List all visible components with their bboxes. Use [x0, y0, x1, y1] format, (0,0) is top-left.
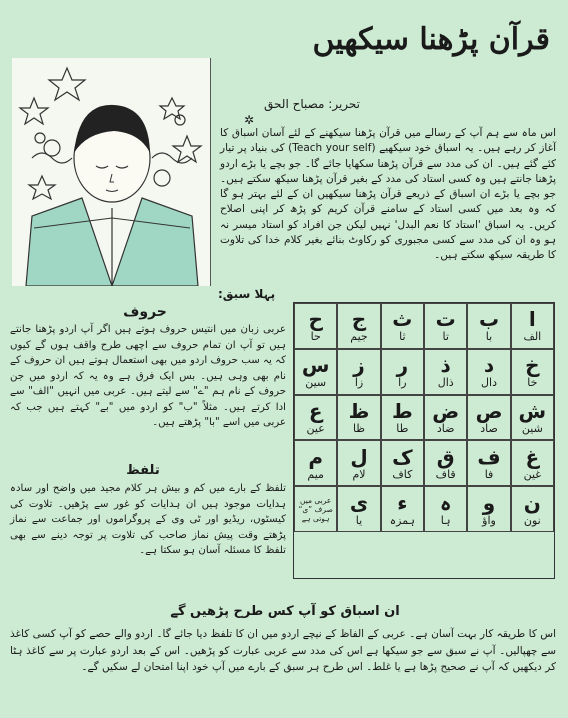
letter-name: غین [523, 467, 542, 481]
alphabet-note-cell [294, 486, 337, 532]
letter-name: ہا [440, 513, 451, 527]
alphabet-cell [467, 440, 510, 486]
talaffuz-paragraph: تلفظ کے بارے میں کم و بیش ہر کلام مجید میں واضح اور سادہ ہدایات موجود ہیں ان ہدایات کو غور سے پڑھیں۔ تلاوت کی کیسٹوں، ریڈیو اور ٹی وی کے پروگراموں اور جماعت سے نماز پڑھتے وقت پیش نماز صاحب کی تلاوت پر توجہ دینے سے بھی تلفظ کا مسئلہ آسان ہو سکتا ہے۔ [10, 483, 286, 556]
letter-name: تا [442, 330, 449, 344]
letter-glyph: ء [397, 490, 408, 515]
letter-glyph: ت [435, 307, 456, 332]
letter-name: سین [305, 376, 327, 390]
letter-name: نون [523, 513, 541, 527]
alphabet-cell [337, 303, 380, 349]
letter-glyph: ک [392, 444, 413, 469]
letter-glyph: ب [478, 307, 500, 332]
alphabet-table [293, 302, 555, 579]
alphabet-cell [381, 440, 424, 486]
letter-glyph: و [482, 490, 496, 515]
letter-glyph: ذ [440, 353, 451, 378]
letter-glyph: غ [525, 444, 540, 469]
section-heading: ان اسباق کو آپ کس طرح پڑھیں گے [170, 604, 400, 619]
letter-name: حا [310, 330, 321, 344]
hroof-heading: حروف [123, 304, 167, 320]
alphabet-cell [337, 395, 380, 441]
letter-glyph: ع [308, 399, 323, 424]
alphabet-cell [337, 486, 380, 532]
alphabet-note: عربی میں صرف ”ی“ ہوتی ہے [298, 495, 333, 523]
letter-name: ذال [437, 376, 454, 390]
illustration-drawing [12, 58, 210, 286]
talaffuz-heading: تلفظ [126, 463, 160, 478]
letter-name: را [398, 376, 407, 390]
letter-name: خا [527, 376, 538, 390]
letter-name: شین [521, 422, 543, 436]
letter-glyph: ظ [348, 399, 370, 424]
letter-name: طا [396, 422, 409, 436]
author-byline: تحریر: مصباح الحق [264, 97, 360, 111]
letter-name: زا [354, 376, 364, 390]
lesson-label: پہلا سبق: [218, 287, 276, 301]
alphabet-cell [294, 303, 337, 349]
alphabet-cell [294, 440, 337, 486]
letter-name: فا [484, 467, 494, 481]
letter-name: میم [307, 467, 324, 481]
letter-glyph: خ [525, 353, 540, 378]
letter-glyph: ث [392, 307, 413, 332]
alphabet-cell [511, 349, 554, 395]
letter-name: کاف [392, 467, 413, 481]
letter-glyph: ح [308, 307, 323, 332]
alphabet-cell [381, 349, 424, 395]
letter-glyph: د [483, 353, 495, 378]
letter-glyph: ی [349, 490, 369, 515]
letter-glyph: ہ [439, 490, 452, 515]
letter-glyph: ا [528, 307, 536, 332]
letter-name: واؤ [482, 513, 496, 527]
letter-glyph: ن [523, 490, 541, 515]
letter-glyph: ق [436, 444, 455, 469]
alphabet-cell [467, 395, 510, 441]
letter-name: الف [523, 330, 542, 344]
alphabet-cell [467, 303, 510, 349]
alphabet-cell [424, 303, 467, 349]
letter-glyph: س [301, 353, 330, 378]
letter-name: ضاد [436, 422, 455, 436]
alphabet-cell [381, 303, 424, 349]
alphabet-cell [511, 486, 554, 532]
alphabet-cell [511, 440, 554, 486]
alphabet-cell [424, 486, 467, 532]
letter-glyph: ز [353, 353, 365, 378]
letter-glyph: ض [432, 399, 460, 424]
letter-name: عین [306, 422, 325, 436]
letter-glyph: م [308, 444, 324, 469]
alphabet-cell [424, 349, 467, 395]
alphabet-cell [337, 440, 380, 486]
letter-glyph: ص [475, 399, 503, 424]
letter-glyph: ط [391, 399, 413, 424]
letter-name: یا [355, 513, 363, 527]
alphabet-cell [424, 440, 467, 486]
article-title: قرآن پڑھنا سیکھیں [312, 22, 550, 57]
letter-name: ظا [352, 422, 366, 436]
letter-name: ثا [399, 330, 406, 344]
letter-name: ہمزہ [389, 513, 416, 527]
alphabet-cell [467, 486, 510, 532]
alphabet-cell [337, 349, 380, 395]
letter-glyph: ج [351, 307, 367, 332]
letter-name: با [485, 330, 493, 344]
letter-glyph: ر [396, 353, 409, 378]
alphabet-cell [294, 395, 337, 441]
alphabet-cell [511, 303, 554, 349]
intro-paragraph: اس ماہ سے ہم آپ کے رسالے میں قرآن پڑھنا سیکھنے کے لئے آسان اسباق کا آغاز کر رہے ہیں۔ یہ اسباق خود سیکھیے (Teach your self) کی بنیاد پر تیار کئے گئے ہیں۔ ان کی مدد سے قرآن پڑھنا سکھایا جائے گا۔ جو بچے یا بڑے اردو پڑھنا جانتے ہیں وہ کسی استاد کی مدد کے بغیر قرآن پڑھنا سیکھ سکتے ہیں۔ جو بچے یا بڑے ان اسباق کے ذریعے قرآن پڑھنا سیکھیں ان کے لئے بہتر ہو گا کہ وہ بعد میں کسی استاد کے سامنے قرآن کریم کو پڑھ کر اپنی اصلاح کریں۔ یہ اسباق 'استاد کا نعم البدل' نہیں لیکن جن افراد کو استاد میسر نہ ہو وہ ان کی مدد سے کسی مجبوری کو رکاوٹ بنائے بغیر کلام خدا کی تلاوت کا طریقہ سیکھ سکتے ہیں۔ [220, 127, 557, 262]
letter-glyph: ل [350, 444, 368, 469]
letter-name: صاد [480, 422, 498, 436]
letter-name: دال [481, 376, 497, 390]
alphabet-cell [424, 395, 467, 441]
hroof-paragraph: عربی زبان میں انتیس حروف ہوتے ہیں اگر آپ اردو پڑھنا جانتے ہیں تو آپ ان تمام حروف سے اچھی طرح واقف ہوں گے کیوں کہ یہ سب حروف اردو میں بھی استعمال ہوتے ہیں ان حروف کے نام بھی وہی ہیں۔ بس ایک فرق ہے وہ یہ کہ اردو میں جن حروف کے نام ہم "ے" سے لیتے ہیں۔ عربی میں انہیں "الف" سے ادا کرتے ہیں۔ مثلاً "ب" کو اردو میں "بے" کہتے ہیں جب کہ عربی میں اسے "با" پڑھتے ہیں۔ [10, 324, 286, 428]
boy-reading-illustration [12, 58, 211, 286]
conclusion-paragraph: اس کا طریقہ کار بہت آسان ہے۔ عربی کے الفاظ کے نیچے اردو میں ان کا تلفظ دیا جائے گا۔ اردو والے حصے کو آپ کسی کاغذ سے چھپالیں۔ آپ نے سبق سے جو سیکھا ہے اس کی مدد سے عربی عبارت کو پڑھیں۔ اس کے بعد اردو عبارت پر سے کاغذ ہٹا کر دیکھیں کہ آپ نے صحیح پڑھا ہے یا غلط۔ اس طرح ہر سبق کے بارے میں آپ خود اپنا امتحان لے سکیں گے۔ [10, 628, 556, 673]
alphabet-cell [381, 395, 424, 441]
alphabet-cell [511, 395, 554, 441]
alphabet-cell [294, 349, 337, 395]
letter-name: لام [352, 467, 366, 481]
letter-name: قاف [435, 467, 456, 481]
alphabet-cell [381, 486, 424, 532]
letter-glyph: ف [477, 444, 501, 469]
letter-glyph: ش [518, 399, 547, 424]
letter-name: جیم [350, 330, 368, 344]
alphabet-cell [467, 349, 510, 395]
ornament-icon: ✲ [244, 113, 255, 127]
